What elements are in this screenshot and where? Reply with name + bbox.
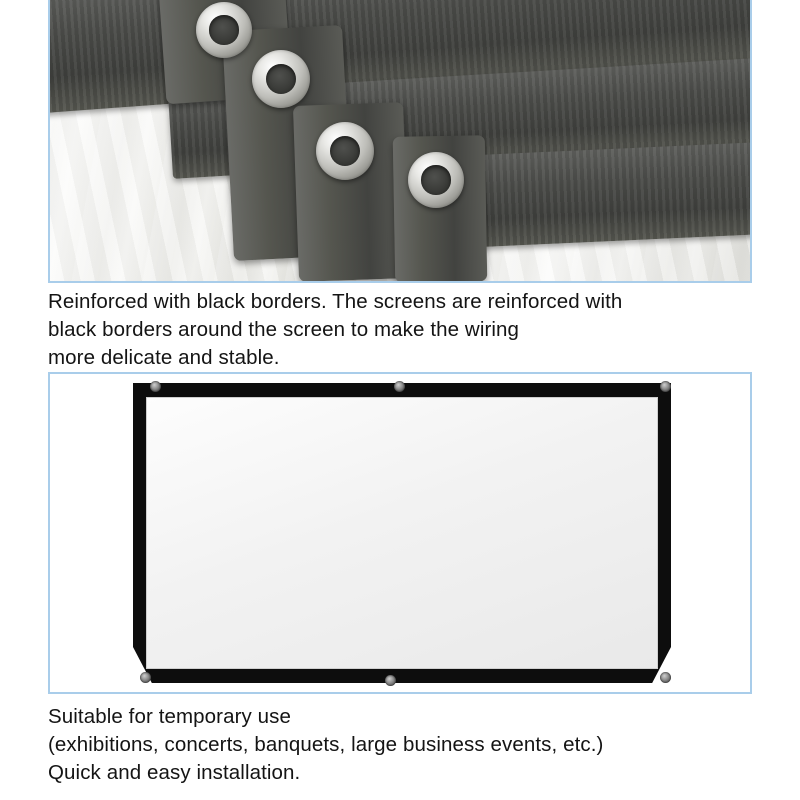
projection-screen: [133, 383, 671, 683]
metal-grommet-3: [316, 122, 374, 180]
screen-eyelet-top-left: [150, 381, 161, 392]
metal-grommet-2: [252, 50, 310, 108]
screen-eyelet-bottom-center: [385, 675, 396, 686]
screen-eyelet-top-right: [660, 381, 671, 392]
screen-eyelet-top-center: [394, 381, 405, 392]
caption-2-line-2: (exhibitions, concerts, banquets, large business events, etc.): [48, 733, 604, 756]
caption-2-line-1: Suitable for temporary use: [48, 705, 292, 728]
caption-1-line-1: Reinforced with black borders. The screens are reinforced with: [48, 290, 623, 313]
caption-reinforced-borders: [48, 288, 760, 372]
screen-eyelet-bottom-left: [140, 672, 151, 683]
screen-projection-surface: [146, 397, 658, 669]
metal-grommet-1: [196, 2, 252, 58]
screen-eyelet-bottom-right: [660, 672, 671, 683]
grommet-photo-panel: [48, 0, 752, 283]
caption-2-line-3: Quick and easy installation.: [48, 761, 301, 784]
caption-1-line-2: black borders around the screen to make the wiring: [48, 318, 520, 341]
caption-temporary-use: [48, 703, 760, 787]
screen-diagram-panel: [48, 372, 752, 694]
caption-1-line-3: more delicate and stable.: [48, 346, 280, 369]
metal-grommet-4: [408, 152, 464, 208]
photo-content: [50, 0, 750, 281]
